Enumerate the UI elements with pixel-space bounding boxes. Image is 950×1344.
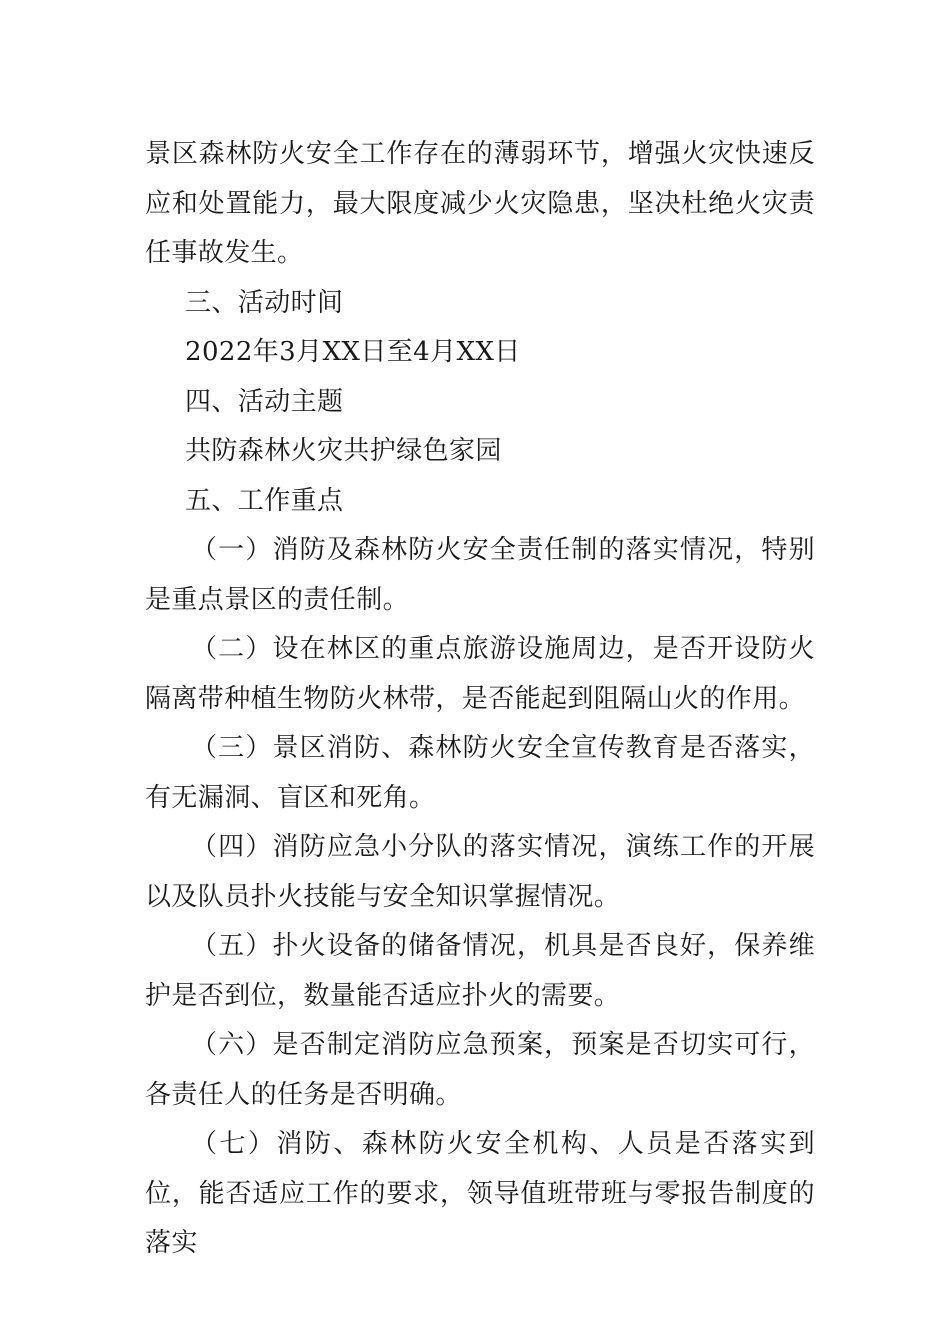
work-focus-item-5: （五）扑火设备的储备情况，机具是否良好，保养维护是否到位，数量能否适应扑火的需要。 xyxy=(145,931,815,1011)
document-body xyxy=(145,130,815,1269)
work-focus-item-3: （三）景区消防、森林防火安全宣传教育是否落实，有无漏洞、盲区和死角。 xyxy=(145,733,815,813)
section-heading-activity-theme: 四、活动主题 xyxy=(185,386,344,417)
work-focus-item-6: （六）是否制定消防应急预案，预案是否切实可行，各责任人的任务是否明确。 xyxy=(145,1030,815,1110)
section-heading-work-focus: 五、工作重点 xyxy=(185,485,344,516)
work-focus-item-2: （二）设在林区的重点旅游设施周边，是否开设防火隔离带种植生物防火林带，是否能起到阻隔山火的作用。 xyxy=(145,634,815,714)
work-focus-item-7: （七）消防、森林防火安全机构、人员是否落实到位，能否适应工作的要求，领导值班带班与零报告制度的落实 xyxy=(145,1129,815,1258)
activity-date-range: 2022年3月XX日至4月XX日 xyxy=(185,337,521,367)
work-focus-item-1: （一）消防及森林防火安全责任制的落实情况，特别是重点景区的责任制。 xyxy=(145,535,815,615)
section-heading-activity-time: 三、活动时间 xyxy=(185,287,344,318)
work-focus-item-4: （四）消防应急小分队的落实情况，演练工作的开展以及队员扑火技能与安全知识掌握情况。 xyxy=(145,832,815,912)
paragraph-continuation: 景区森林防火安全工作存在的薄弱环节，增强火灾快速反应和处置能力，最大限度减少火灾隐患，坚决杜绝火灾责任事故发生。 xyxy=(145,139,815,268)
activity-theme-text: 共防森林火灾共护绿色家园 xyxy=(185,436,502,466)
